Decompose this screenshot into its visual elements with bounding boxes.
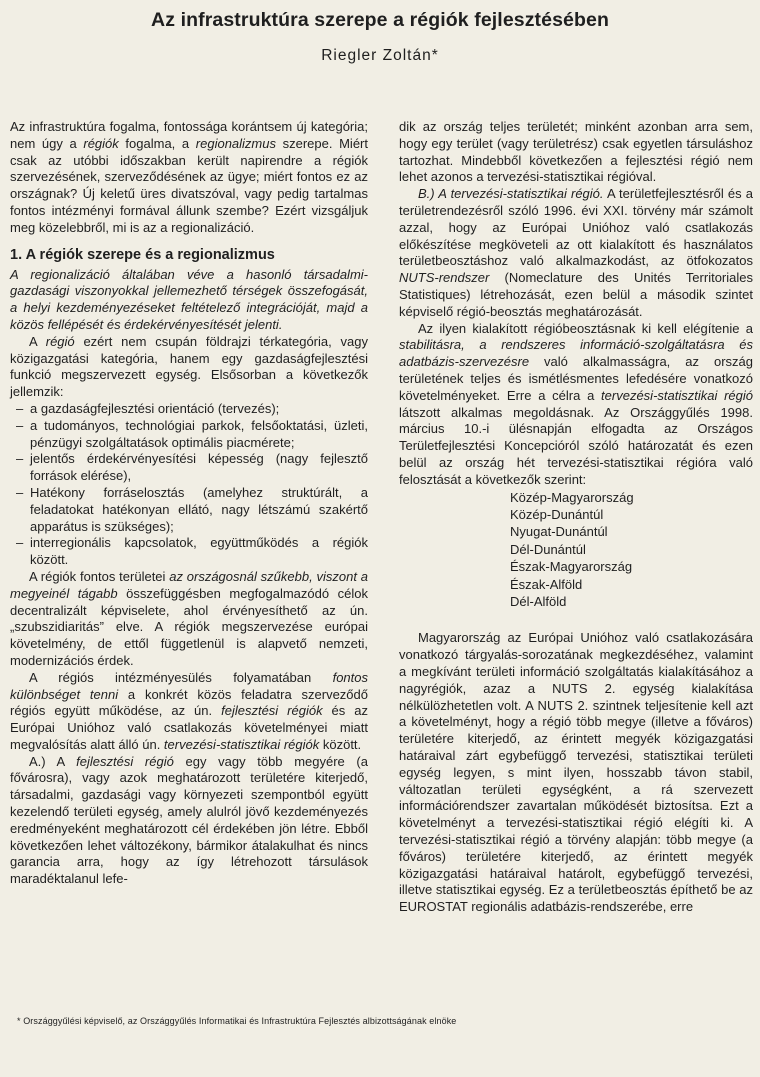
emphasis-text: fontos különbséget tenni: [10, 669, 368, 702]
region-areas-paragraph: A régiók fontos területei az országosnál szűkebb, viszont a megyeinél tágabb összefüggésben megfogalmazódó célok decentralizált képviselete, ahol érvényesíthető az ún. „szubszidiaritás” elve. A régiók megszervezése európai követelmény, de ettől függetlenül is alapvető nemzeti, modernizációs érdek.: [10, 568, 368, 668]
regionalization-definition: [10, 267, 368, 334]
left-column: [10, 119, 368, 888]
list-item: – a gazdaságfejlesztési orientáció (tervezés);: [10, 401, 368, 418]
right-column: [399, 119, 753, 916]
requirements-paragraph: Az ilyen kialakított régióbeosztásnak ki kell elégítenie a stabilitásra, a rendszeres információ-szolgáltatásra és adatbázis-szervezésre való alkalmasságra, az ország területének teljes és ismétlésmentes lefedésére vonatkozó követelményeket. Erre a célra a tervezési-statisztikai régió látszott alkalmas megoldásnak. Az Országgyűlés 1998. március 10.-i ülésnapján elfogadta az Országos Területfejlesztési Koncepcióról szóló határozatát és ezen belül az ország hét tervezési-statisztikai régióra való felosztását a következők szerint:: [399, 320, 753, 487]
emphasis-text: fejlesztési régió: [76, 753, 174, 769]
emphasis-text: régió: [45, 333, 75, 349]
list-item: – jelentős érdekérvényesítési képesség (nagy fejlesztő források elérése),: [10, 451, 368, 485]
emphasis-text: A regionalizáció általában véve a hasonló társadalmi-gazdasági viszonyokkal jellemezhető térségek összefogását, a helyi kezdeményezéseket feltételező integrációját, majd a közös fellépését és érdekérvényesítését jelenti.: [10, 266, 368, 332]
region-item: Észak-Alföld: [510, 576, 583, 592]
list-item: – Hatékony forráselosztás (amelyhez struktúrált, a feladatokat hatékonyan ellátó, nagy létszámú szakértő apparátus is szükséges);: [10, 485, 368, 535]
emphasis-text: tervezési-statisztikai régió: [601, 387, 753, 403]
region-item: Nyugat-Dunántúl: [510, 524, 608, 540]
list-item: – interregionális kapcsolatok, együttműködés a régiók között.: [10, 535, 368, 569]
regions-list: [399, 489, 753, 611]
emphasis-text: az országosnál szűkebb, viszont a megyeinél tágabb: [10, 568, 368, 601]
emphasis-text: NUTS-rendszer: [399, 270, 490, 286]
article-author: Riegler Zoltán*: [321, 47, 439, 64]
list-item: – a tudományos, technológiai parkok, felsőoktatási, üzleti, pénzügyi szolgáltatások optimális piacmérete;: [10, 418, 368, 452]
eu-accession-paragraph: Magyarország az Európai Unióhoz való csatlakozására vonatkozó tárgyalás-sorozatának megkezdéséhez, valamint a megkívánt területi információ szolgáltatás kialakításához a nagyrégiók, azaz a NUTS 2. egység kialakítása nélkülözhetetlen volt. A NUTS 2. szintnek teljesítenie kell azt a követelményt, hogy a régió több megye (illetve a főváros) területére kiterjedő, az érintett megyék közigazgatási határaival zárt egybefüggő tervezési, statisztikai területi egység legyen, s mint ilyen, hosszabb távon stabil, változatlan területi egységként, a rá szervezett információrendszer zavartalan működését biztosítsa. Ezt a követelményt a tervezési-statisztikai régió elégíti ki. A tervezési-statisztikai régió a törvény alapján: több megye (a főváros) területére kiterjedő, az érintett megyék közigazgatási határaival határolt, egybefüggő tervezési, illetve statisztikai egység. Ez a területbeosztás építhető be az EUROSTAT regionális adatbázis-rendszerébe, erre: [399, 630, 753, 915]
region-item: Dél-Alföld: [510, 593, 567, 609]
emphasis-text: régiók: [83, 135, 119, 151]
section-heading: 1. A régiók szerepe és a regionalizmus: [10, 246, 275, 263]
emphasis-text: B.) A tervezési-statisztikai régió.: [418, 186, 604, 202]
region-item: Észak-Magyarország: [510, 559, 633, 575]
statistical-region-paragraph: B.) A tervezési-statisztikai régió. A területfejlesztésről és a területrendezésről szóló 1996. évi XXI. törvény már számolt azzal, hogy az Európai Unióhoz való csatlakozás előkészítése megköveteli az ott kialakított és használatos területbeosztáshoz való alkalmazkodást, az ötfokozatos NUTS-rendszer (Nomeclature des Unités Territoriales Statistiques) létrehozását, ezen belül a második szintet képviselő régió-beosztás meghatározását.: [399, 186, 753, 319]
emphasis-text: stabilitásra, a rendszeres információ-szolgáltatásra és adatbázis-szervezésre: [399, 337, 753, 370]
region-definition-paragraph: A régió ezért nem csupán földrajzi térkategória, vagy közigazgatási kategória, hanem egy gazdaságfejlesztési funkció megszervezett egység. Elsősorban a következők jellemzik:: [10, 333, 368, 400]
region-item: Közép-Dunántúl: [510, 506, 604, 522]
intro-paragraph: Az infrastruktúra fogalma, fontossága korántsem új kategória; nem úgy a régiók fogalma, a regionalizmus szerepe. Miért csak az utóbbi időszakban került napirendre a régiók szervezésének, szerveződésének az ügye; miért fontos ez az országnak? Új keletű üres divatszóval, vagy pedig tartalmas fontos intézményi formával állunk szembe? Ezért vizsgáljuk meg közelebbről, mi is az a regionalizáció.: [10, 119, 368, 235]
emphasis-text: tervezési-statisztikai régiók: [163, 736, 320, 752]
footnote: * Országgyűlési képviselő, az Országgyűlés Informatikai és Infrastruktúra Fejlesztés albizottságának elnöke: [17, 1016, 457, 1026]
continuation-paragraph: dik az ország teljes területét; minként azonban arra sem, hogy egy terület (vagy területrész) csak egyetlen társuláshoz tartozhat. Mindebből következően a fejlesztési régió nem lehet azonos a tervezési-statisztikai régióval.: [399, 119, 753, 185]
article-title: Az infrastruktúra szerepe a régiók fejlesztésében: [151, 9, 609, 31]
development-region-paragraph: A.) A fejlesztési régió egy vagy több megyére (a fővárosra), vagy azok meghatározott területére kiterjedő, társadalmi, gazdasági vagy környezeti szempontból együtt kezelendő területi egység, amely alulról jövő kezdeményezés eredményeként meghatározott cél érdekében jön létre. Ebből következően lehet változékony, bármikor átalakulhat és nincs garancia arra, hogy az így létrehozott társulások maradéktalanul lefe-: [10, 753, 368, 887]
emphasis-text: regionalizmus: [195, 135, 276, 151]
region-item: Közép-Magyarország: [510, 489, 634, 505]
region-item: Dél-Dunántúl: [510, 541, 586, 557]
region-traits-list: [10, 401, 368, 569]
emphasis-text: fejlesztési régiók: [221, 703, 323, 719]
institutions-paragraph: A régiós intézményesülés folyamatában fontos különbséget tenni a konkrét közös feladatra szerveződő régiós együtt működése, az ún. fejlesztési régiók és az Európai Unióhoz való csatlakozás követelményei miatt megvalósítás alatt álló ún. tervezési-statisztikai régiók között.: [10, 669, 368, 752]
